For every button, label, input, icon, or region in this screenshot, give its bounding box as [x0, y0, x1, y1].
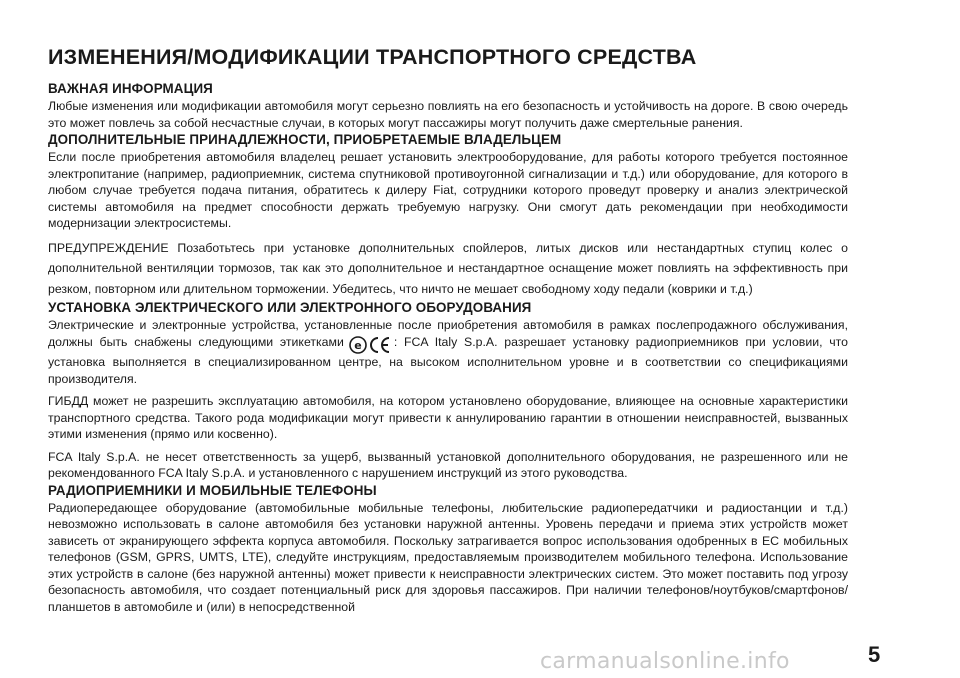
paragraph-accessories: Если после приобретения автомобиля владелец решает установить электрооборудование, для работы которого требуется постоянное электропитание (например, радиоприемник, система спутниковой противоугонной сигнализации и т.д.) или оборудование, для которого в любом случае требуется подача питания, обратитесь к дилеру Fiat, сотрудники которого проведут проверку и анализ электрической системы автомобиля на предмет способности держать требуемую нагрузку. Они смогут дать рекомендации при необходимости модернизации электросистемы.	[48, 150, 848, 230]
paragraph-fca-liability: FCA Italy S.p.A. не несет ответственность за ущерб, вызванный установкой дополнительного оборудования, не разрешенного или не рекомендованного FCA Italy S.p.A. и установленного с нарушением инструкций из этого руководства.	[48, 449, 848, 481]
e-mark-symbol	[347, 336, 369, 354]
paragraph-gibdd: ГИБДД может не разрешить эксплуатацию автомобиля, на котором установлено оборудование, влияющее на основные характеристики транспортного средства. Такого рода модификации могут привести к аннулированию гарантии в отношении неисправностей, вызванных этими изменения (прямо или косвенно).	[48, 394, 848, 442]
paragraph-electrical-labels-start: Электрические и электронные устройства, установленные после приобретения автомобиля в рамках послепродажного обслуживания, должны быть снабжены следующими этикетками	[48, 318, 848, 349]
heading-accessories: ДОПОЛНИТЕЛЬНЫЕ ПРИНАДЛЕЖНОСТИ, ПРИОБРЕТАЕМЫЕ ВЛАДЕЛЬЦЕМ	[48, 132, 562, 147]
heading-electrical-equipment: УСТАНОВКА ЭЛЕКТРИЧЕСКОГО ИЛИ ЭЛЕКТРОННОГО ОБОРУДОВАНИЯ	[48, 300, 532, 315]
paragraph-electrical-labels-end: : FCA Italy S.p.A. разрешает установку радиоприемников при условии, что установка выполняется в специализированном центре, на высоком исполнительном уровне и в соответствии со спецификациями производителя.	[48, 334, 848, 386]
svg-text:e: e	[354, 339, 362, 353]
page-number: 5	[868, 642, 881, 667]
paragraph-warning-brakes: ПРЕДУПРЕЖДЕНИЕ Позаботьтесь при установке дополнительных спойлеров, литых дисков или нестандартных ступиц колес о дополнительной вентиляции тормозов, так как это дополнительное и нестандартное оснащение может повлиять на эффективность при резком, повторном или длительном торможении. Убедитесь, что ничто не мешает свободному ходу педали (коврики и т.д.)	[48, 240, 848, 296]
document-page	[48, 44, 848, 615]
e-mark-icon	[347, 336, 391, 354]
heading-important-info: ВАЖНАЯ ИНФОРМАЦИЯ	[48, 81, 213, 96]
document-title: ИЗМЕНЕНИЯ/МОДИФИКАЦИИ ТРАНСПОРТНОГО СРЕДСТВА	[48, 45, 697, 69]
ce-mark-symbol	[369, 336, 391, 354]
paragraph-important-info: Любые изменения или модификации автомобиля могут серьезно повлиять на его безопасность и устойчивость на дороге. В свою очередь это может повлечь за собой несчастные случаи, в которых могут пассажиры могут получить даже смертельные ранения.	[48, 99, 848, 130]
heading-radio-phones: РАДИОПРИЕМНИКИ И МОБИЛЬНЫЕ ТЕЛЕФОНЫ	[48, 482, 377, 498]
watermark: carmanualsonline.info	[540, 649, 790, 674]
paragraph-radio-phones: Радиопередающее оборудование (автомобильные мобильные телефоны, любительские радиопередатчики и радиостанции и т.д.) невозможно использовать в салоне автомобиля без установки наружной антенны. Уровень передачи и приема этих устройств может зависеть от экранирующего эффекта корпуса автомобиля. Поскольку затрагивается вопрос использования одобренных в ЕС мобильных телефонов (GSM, GPRS, UMTS, LTE), следуйте инструкциям, предоставляемым производителем мобильного телефона. Использование этих устройств в салоне (без наружной антенны) может привести к неисправности электрических систем. Это может поставить под угрозу безопасность автомобиля, что создает потенциальный риск для здоровья пассажиров. При наличии телефонов/ноутбуков/смартфонов/планшетов в автомобиле и (или) в непосредственной	[48, 500, 848, 614]
paragraph-electrical-labels	[48, 317, 848, 387]
